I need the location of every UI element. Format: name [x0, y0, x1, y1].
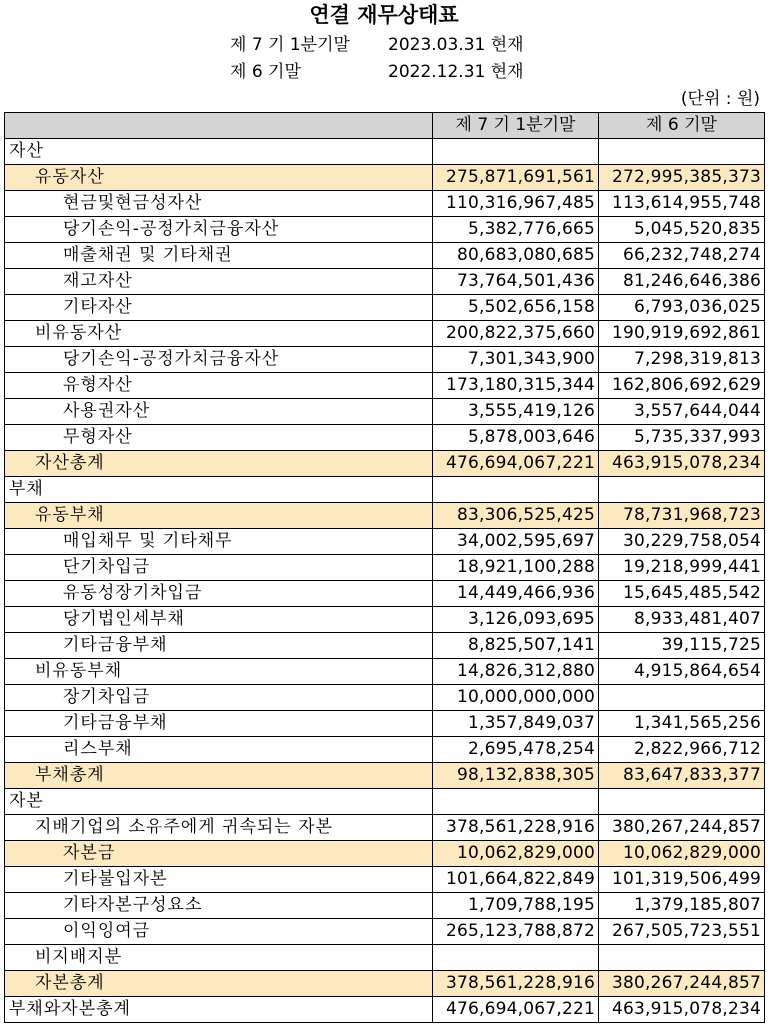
row-current-value: 378,561,228,916: [433, 815, 599, 841]
row-prior-value: 267,505,723,551: [599, 919, 765, 945]
row-prior-value: 39,115,725: [599, 633, 765, 659]
row-current-value: 14,449,466,936: [433, 581, 599, 607]
row-current-value: 98,132,838,305: [433, 763, 599, 789]
table-row: [5, 971, 765, 997]
row-label: 자본: [5, 789, 433, 815]
table-row: [5, 269, 765, 295]
table-row: [5, 373, 765, 399]
row-current-value: 378,561,228,916: [433, 971, 599, 997]
table-row: [5, 789, 765, 815]
row-prior-value: [599, 477, 765, 503]
prior-period-line: [230, 59, 630, 85]
table-row: [5, 841, 765, 867]
row-prior-value: 6,793,036,025: [599, 295, 765, 321]
row-prior-value: 113,614,955,748: [599, 191, 765, 217]
table-row: [5, 581, 765, 607]
row-label: 당기손익-공정가치금융자산: [5, 217, 433, 243]
row-current-value: 8,825,507,141: [433, 633, 599, 659]
row-prior-value: 272,995,385,373: [599, 165, 765, 191]
row-prior-value: 81,246,646,386: [599, 269, 765, 295]
table-row: [5, 321, 765, 347]
row-prior-value: 15,645,485,542: [599, 581, 765, 607]
row-label: 유동성장기차입금: [5, 581, 433, 607]
table-row: [5, 139, 765, 165]
row-label: 자본금: [5, 841, 433, 867]
table-row: [5, 867, 765, 893]
row-label: 유동부채: [5, 503, 433, 529]
row-prior-value: 101,319,506,499: [599, 867, 765, 893]
statement-title: 연결 재무상태표: [309, 3, 459, 27]
row-label: 매출채권 및 기타채권: [5, 243, 433, 269]
row-current-value: [433, 477, 599, 503]
row-prior-value: 30,229,758,054: [599, 529, 765, 555]
row-label: 이익잉여금: [5, 919, 433, 945]
row-label: 무형자산: [5, 425, 433, 451]
header-prior-period-column: 제 6 기말: [599, 113, 765, 139]
row-prior-value: 162,806,692,629: [599, 373, 765, 399]
row-current-value: 1,709,788,195: [433, 893, 599, 919]
unit-label: (단위 : 원): [680, 89, 760, 109]
row-current-value: 200,822,375,660: [433, 321, 599, 347]
row-current-value: 476,694,067,221: [433, 997, 599, 1023]
row-prior-value: 463,915,078,234: [599, 997, 765, 1023]
row-label: 기타금융부채: [5, 711, 433, 737]
table-row: [5, 399, 765, 425]
row-label: 기타자산: [5, 295, 433, 321]
row-prior-value: 463,915,078,234: [599, 451, 765, 477]
row-current-value: 73,764,501,436: [433, 269, 599, 295]
table-row: [5, 191, 765, 217]
header-item-column: [5, 113, 433, 139]
row-label: 당기손익-공정가치금융자산: [5, 347, 433, 373]
row-label: 자본총계: [5, 971, 433, 997]
row-current-value: 265,123,788,872: [433, 919, 599, 945]
table-row: [5, 243, 765, 269]
balance-sheet-table: [4, 112, 765, 1023]
row-prior-value: 78,731,968,723: [599, 503, 765, 529]
table-row: [5, 763, 765, 789]
row-label: 기타금융부채: [5, 633, 433, 659]
row-current-value: 14,826,312,880: [433, 659, 599, 685]
row-current-value: 275,871,691,561: [433, 165, 599, 191]
table-row: [5, 217, 765, 243]
row-prior-value: [599, 685, 765, 711]
row-prior-value: 19,218,999,441: [599, 555, 765, 581]
row-prior-value: [599, 945, 765, 971]
row-prior-value: [599, 139, 765, 165]
current-period-label: 제 7 기 1분기말: [230, 35, 350, 55]
row-prior-value: 1,379,185,807: [599, 893, 765, 919]
row-current-value: 5,382,776,665: [433, 217, 599, 243]
table-row: [5, 659, 765, 685]
row-label: 자산: [5, 139, 433, 165]
row-label: 지배기업의 소유주에게 귀속되는 자본: [5, 815, 433, 841]
row-current-value: 173,180,315,344: [433, 373, 599, 399]
row-label: 비유동부채: [5, 659, 433, 685]
row-current-value: 5,878,003,646: [433, 425, 599, 451]
row-label: 부채총계: [5, 763, 433, 789]
table-row: [5, 529, 765, 555]
row-prior-value: 380,267,244,857: [599, 815, 765, 841]
row-label: 자산총계: [5, 451, 433, 477]
row-label: 매입채무 및 기타채무: [5, 529, 433, 555]
row-prior-value: 2,822,966,712: [599, 737, 765, 763]
row-current-value: 110,316,967,485: [433, 191, 599, 217]
table-row: [5, 503, 765, 529]
row-label: 단기차입금: [5, 555, 433, 581]
table-row: [5, 477, 765, 503]
row-prior-value: 8,933,481,407: [599, 607, 765, 633]
row-prior-value: 380,267,244,857: [599, 971, 765, 997]
row-current-value: 2,695,478,254: [433, 737, 599, 763]
row-prior-value: 3,557,644,044: [599, 399, 765, 425]
row-current-value: 34,002,595,697: [433, 529, 599, 555]
row-label: 사용권자산: [5, 399, 433, 425]
table-row: [5, 607, 765, 633]
row-current-value: 1,357,849,037: [433, 711, 599, 737]
row-label: 부채: [5, 477, 433, 503]
table-row: [5, 737, 765, 763]
row-current-value: [433, 789, 599, 815]
prior-period-label: 제 6 기말: [230, 62, 301, 82]
row-label: 리스부채: [5, 737, 433, 763]
row-label: 비유동자산: [5, 321, 433, 347]
row-prior-value: 7,298,319,813: [599, 347, 765, 373]
current-period-line: [230, 32, 630, 58]
header-current-period-column: 제 7 기 1분기말: [433, 113, 599, 139]
table-row: [5, 347, 765, 373]
row-label: 부채와자본총계: [5, 997, 433, 1023]
row-label: 재고자산: [5, 269, 433, 295]
table-row: [5, 165, 765, 191]
row-current-value: [433, 945, 599, 971]
row-prior-value: 10,062,829,000: [599, 841, 765, 867]
row-label: 장기차입금: [5, 685, 433, 711]
row-prior-value: 4,915,864,654: [599, 659, 765, 685]
table-row: [5, 919, 765, 945]
table-row: [5, 295, 765, 321]
row-label: 현금및현금성자산: [5, 191, 433, 217]
table-row: [5, 711, 765, 737]
table-row: [5, 685, 765, 711]
row-current-value: 18,921,100,288: [433, 555, 599, 581]
row-current-value: 3,126,093,695: [433, 607, 599, 633]
row-prior-value: [599, 789, 765, 815]
row-current-value: 7,301,343,900: [433, 347, 599, 373]
table-row: [5, 425, 765, 451]
row-current-value: 80,683,080,685: [433, 243, 599, 269]
row-current-value: 10,062,829,000: [433, 841, 599, 867]
table-row: [5, 997, 765, 1023]
row-prior-value: 5,045,520,835: [599, 217, 765, 243]
row-label: 기타자본구성요소: [5, 893, 433, 919]
row-current-value: 10,000,000,000: [433, 685, 599, 711]
row-prior-value: 190,919,692,861: [599, 321, 765, 347]
row-label: 비지배지분: [5, 945, 433, 971]
row-label: 당기법인세부채: [5, 607, 433, 633]
table-row: [5, 633, 765, 659]
row-current-value: 5,502,656,158: [433, 295, 599, 321]
row-current-value: 83,306,525,425: [433, 503, 599, 529]
table-row: [5, 815, 765, 841]
prior-period-date: 2022.12.31 현재: [388, 62, 524, 82]
table-row: [5, 555, 765, 581]
row-label: 유동자산: [5, 165, 433, 191]
row-prior-value: 5,735,337,993: [599, 425, 765, 451]
table-row: [5, 451, 765, 477]
row-label: 기타불입자본: [5, 867, 433, 893]
row-current-value: 101,664,822,849: [433, 867, 599, 893]
row-prior-value: 83,647,833,377: [599, 763, 765, 789]
row-prior-value: 66,232,748,274: [599, 243, 765, 269]
table-row: [5, 893, 765, 919]
table-header-row: [5, 113, 765, 139]
row-label: 유형자산: [5, 373, 433, 399]
row-current-value: 3,555,419,126: [433, 399, 599, 425]
current-period-date: 2023.03.31 현재: [388, 35, 524, 55]
row-current-value: 476,694,067,221: [433, 451, 599, 477]
row-current-value: [433, 139, 599, 165]
table-row: [5, 945, 765, 971]
row-prior-value: 1,341,565,256: [599, 711, 765, 737]
